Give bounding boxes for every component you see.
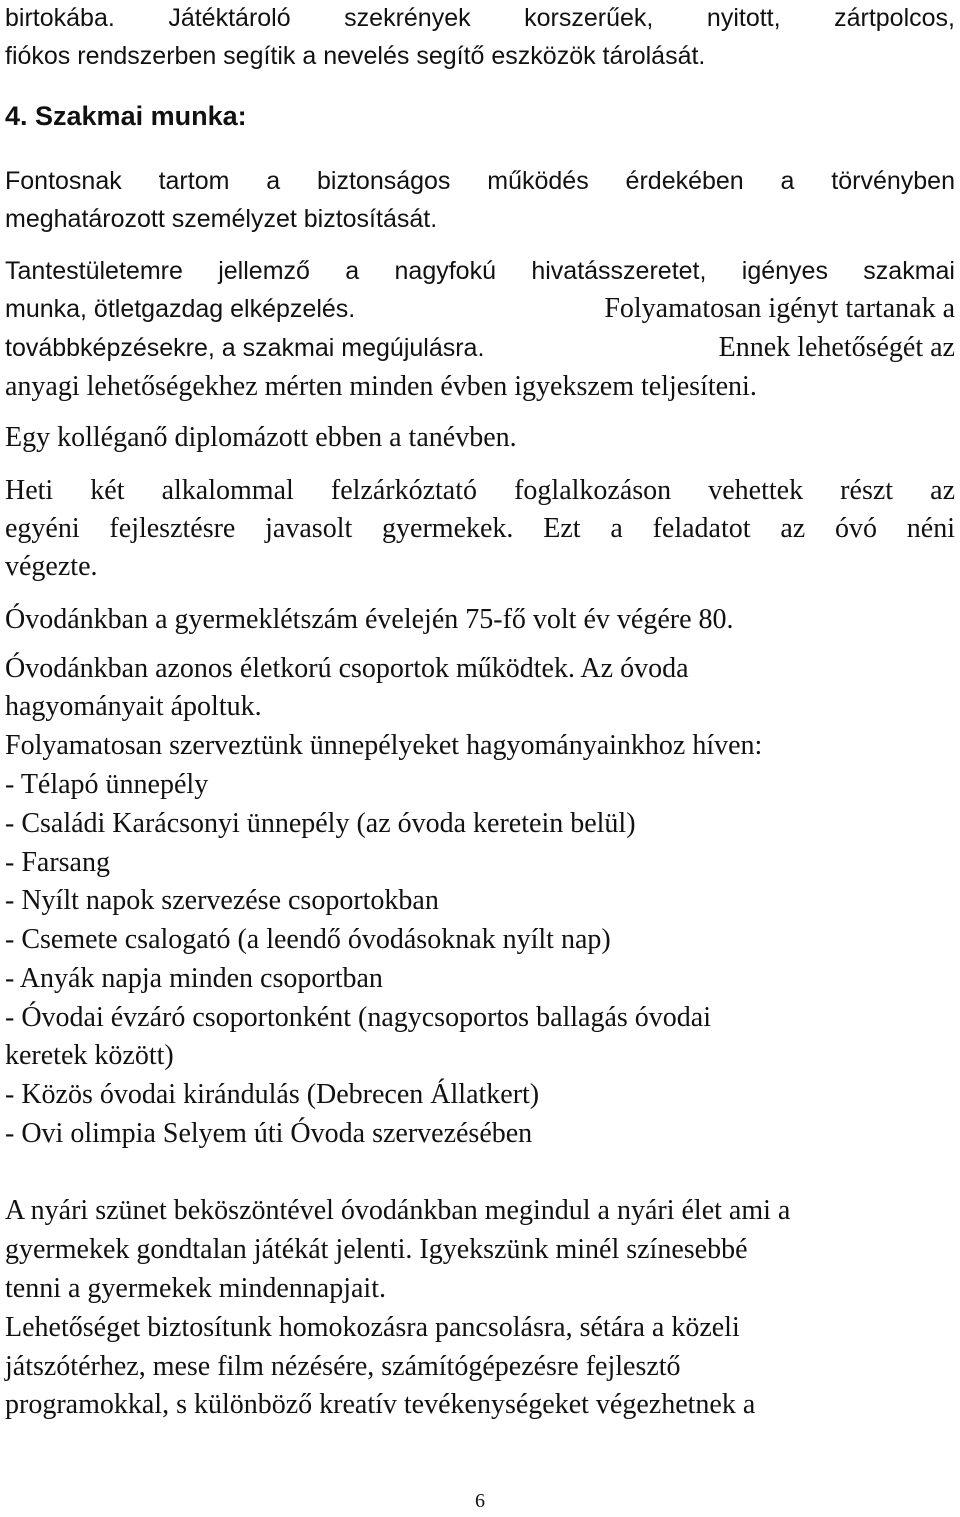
text-segment: Ennek lehetőségét az (718, 332, 955, 363)
text-line: birtokába. Játéktároló szekrények korszerűek, nyitott, zártpolcos, (5, 4, 955, 32)
text-line: anyagi lehetőségekhez mérten minden évben igyekszem teljesíteni. (5, 371, 757, 402)
text-line: Fontosnak tartom a biztonságos működés érdekében a törvényben (5, 167, 955, 195)
text-line: programokkal, s különböző kreatív tevékenységeket végezhetnek a (5, 1389, 756, 1420)
list-item: - Családi Karácsonyi ünnepély (az óvoda keretein belül) (5, 808, 636, 839)
text-line: Egy kolléganő diplomázott ebben a tanévben. (5, 422, 517, 453)
text-line: Óvodánkban azonos életkorú csoportok működtek. Az óvoda (5, 653, 689, 684)
list-item: - Csemete csalogató (a leendő óvodásoknak nyílt nap) (5, 924, 611, 955)
text-line: hagyományait ápoltuk. (5, 691, 262, 722)
text-line: végezte. (5, 551, 98, 582)
list-item: - Farsang (5, 847, 110, 878)
text-line: Heti két alkalommal felzárkóztató foglalkozáson vehettek részt az (5, 475, 955, 506)
text-line: meghatározott személyzet biztosítását. (5, 205, 438, 233)
text-line: játszótérhez, mese film nézésére, számítógépezésre fejlesztő (5, 1351, 681, 1382)
text-line: fiókos rendszerben segítik a nevelés segítő eszközök tárolását. (5, 42, 706, 70)
section-heading: 4. Szakmai munka: (5, 101, 247, 131)
text-line: tenni a gyermekek mindennapjait. (5, 1273, 386, 1304)
list-item: - Közös óvodai kirándulás (Debrecen Állatkert) (5, 1079, 540, 1110)
text-line: Óvodánkban a gyermeklétszám évelején 75-fő volt év végére 80. (5, 604, 734, 635)
text-line (5, 291, 955, 327)
text-segment: továbbképzésekre, a szakmai megújulásra. (5, 334, 485, 362)
text-segment: munka, ötletgazdag elképzelés. (5, 295, 356, 323)
text-line (5, 330, 955, 366)
list-item: - Óvodai évzáró csoportonként (nagycsoportos ballagás óvodai (5, 1002, 712, 1033)
text-line: Tantestületemre jellemző a nagyfokú hivatásszeretet, igényes szakmai (5, 257, 955, 285)
list-item: - Ovi olimpia Selyem úti Óvoda szervezésében (5, 1118, 533, 1149)
list-item: - Télapó ünnepély (5, 769, 209, 800)
text-line: egyéni fejlesztésre javasolt gyermekek. Ezt a feladatot az óvó néni (5, 513, 955, 544)
text-line: A nyári szünet beköszöntével óvodánkban megindul a nyári élet ami a (5, 1195, 791, 1226)
list-item: - Nyílt napok szervezése csoportokban (5, 885, 439, 916)
text-line: gyermekek gondtalan játékát jelenti. Igyekszünk minél színesebbé (5, 1234, 748, 1265)
list-item: keretek között) (5, 1040, 174, 1071)
text-line: Folyamatosan szerveztünk ünnepélyeket hagyományainkhoz híven: (5, 730, 763, 761)
text-segment: Folyamatosan igényt tartanak a (604, 293, 955, 324)
text-line: Lehetőséget biztosítunk homokozásra pancsolásra, sétára a közeli (5, 1312, 740, 1343)
list-item: - Anyák napja minden csoportban (5, 963, 383, 994)
page-number: 6 (475, 1490, 485, 1512)
